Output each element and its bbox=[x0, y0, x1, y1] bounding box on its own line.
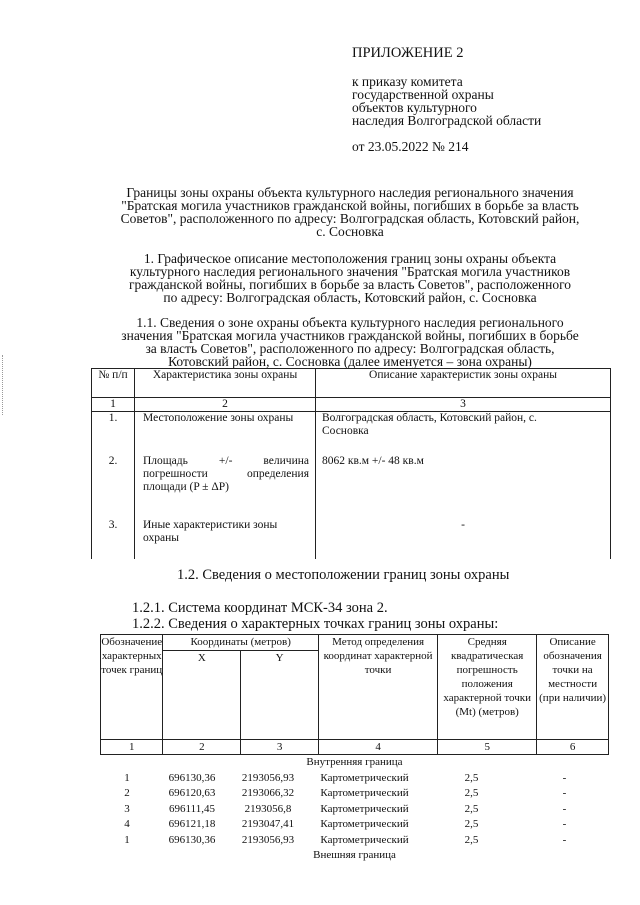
title-line-2: "Братская могила участников гражданской войны, погибших в борьбе за власть bbox=[121, 198, 579, 213]
point-method: Картометрический bbox=[320, 802, 409, 815]
points-num: 5 bbox=[438, 740, 537, 755]
table-row bbox=[100, 786, 609, 802]
section11-line-4: Котовский район, с. Сосновка (далее именуется – зона охраны) bbox=[168, 354, 532, 369]
points-header-coords: Координаты (метров) bbox=[163, 635, 319, 651]
zone-header-num: № п/п bbox=[92, 369, 135, 398]
point-y: 2193056,8 bbox=[244, 802, 292, 815]
table-row bbox=[100, 802, 609, 818]
points-body bbox=[100, 755, 609, 864]
zone-header-char: Характеристика зоны охраны bbox=[135, 369, 316, 398]
point-x: 696130,36 bbox=[168, 771, 216, 784]
point-y: 2193056,93 bbox=[241, 833, 295, 846]
section121-heading: 1.2.1. Система координат МСК-34 зона 2. bbox=[132, 600, 388, 616]
points-num: 2 bbox=[163, 740, 241, 755]
point-id: 1 bbox=[124, 771, 130, 784]
zone-row-2 bbox=[92, 455, 611, 519]
points-table bbox=[100, 634, 609, 755]
order-line-3: объектов культурного bbox=[352, 100, 477, 115]
point-method: Картометрический bbox=[320, 833, 409, 846]
zone-table bbox=[91, 368, 611, 559]
table-row bbox=[100, 771, 609, 787]
appendix-label: ПРИЛОЖЕНИЕ 2 bbox=[352, 45, 464, 61]
zone-table-header bbox=[92, 369, 611, 398]
section12-heading: 1.2. Сведения о местоположении границ зоны охраны bbox=[177, 567, 510, 583]
zone-num-1: 1 bbox=[92, 398, 135, 412]
point-desc: - bbox=[562, 833, 567, 846]
points-num: 4 bbox=[318, 740, 437, 755]
point-x: 696120,63 bbox=[168, 787, 216, 799]
point-y: 2193047,41 bbox=[241, 818, 295, 830]
zone-num-3: 3 bbox=[316, 398, 611, 412]
point-error: 2,5 bbox=[464, 802, 479, 815]
points-num: 3 bbox=[241, 740, 319, 755]
section11-line-3: за власть Советов", расположенного по адресу: Волгоградская область, bbox=[145, 341, 555, 356]
point-error: 2,5 bbox=[464, 787, 479, 799]
table-row bbox=[100, 833, 609, 849]
point-error: 2,5 bbox=[464, 818, 479, 830]
point-desc: - bbox=[562, 802, 567, 815]
zone-row-n: 1. bbox=[92, 412, 135, 455]
zone-row-char: Иные характеристики зоны охраны bbox=[135, 519, 316, 559]
zone-row-n: 3. bbox=[92, 519, 135, 559]
title-line-3: Советов", расположенного по адресу: Волгоградская область, Котовский район, bbox=[120, 211, 580, 226]
title-line-4: с. Сосновка bbox=[316, 224, 384, 239]
zone-row-desc: 8062 кв.м +/- 48 кв.м bbox=[316, 455, 611, 519]
table-row bbox=[100, 817, 609, 833]
point-desc: - bbox=[562, 818, 567, 830]
points-header-row1 bbox=[101, 635, 609, 651]
inner-boundary-label: Внутренняя граница bbox=[306, 756, 403, 768]
section1-line-1: 1. Графическое описание местоположения границ зоны охраны объекта bbox=[143, 251, 557, 266]
order-line-2: государственной охраны bbox=[352, 87, 494, 102]
points-header-error: Средняя квадратическая погрешность положения характерной точки (Mt) (метров) bbox=[438, 635, 537, 740]
section11-line-1: 1.1. Сведения о зоне охраны объекта культурного наследия регионального bbox=[136, 315, 564, 330]
zone-num-2: 2 bbox=[135, 398, 316, 412]
point-method: Картометрический bbox=[320, 818, 409, 830]
points-header-description: Описание обозначения точки на местности (при наличии) bbox=[537, 635, 609, 740]
points-num: 1 bbox=[101, 740, 163, 755]
zone-row-3 bbox=[92, 519, 611, 559]
zone-row-desc: - bbox=[316, 519, 611, 559]
zone-row-char: Местоположение зоны охраны bbox=[135, 412, 316, 455]
points-numbers-row bbox=[101, 740, 609, 755]
point-y: 2193056,93 bbox=[241, 771, 295, 784]
zone-row-n: 2. bbox=[92, 455, 135, 519]
point-desc: - bbox=[562, 771, 567, 784]
point-x: 696111,45 bbox=[169, 802, 215, 815]
zone-row-desc: Волгоградская область, Котовский район, с. Сосновка bbox=[316, 412, 611, 455]
outer-boundary-label: Внешняя граница bbox=[313, 849, 396, 861]
points-header-x: X bbox=[163, 651, 241, 740]
section1-line-2: культурного наследия регионального значения "Братская могила участников bbox=[129, 264, 571, 279]
section1-line-3: гражданской войны, погибших в борьбе за власть Советов", расположенного bbox=[128, 277, 572, 292]
point-id: 3 bbox=[124, 802, 130, 815]
points-header-method: Метод определения координат характерной точки bbox=[318, 635, 437, 740]
zone-table-numbers bbox=[92, 398, 611, 412]
point-desc: - bbox=[562, 787, 567, 799]
title-line-1: Границы зоны охраны объекта культурного наследия регионального значения bbox=[126, 185, 574, 200]
point-x: 696130,36 bbox=[168, 833, 216, 846]
point-error: 2,5 bbox=[464, 771, 479, 784]
point-id: 2 bbox=[124, 787, 130, 799]
point-method: Картометрический bbox=[320, 771, 409, 784]
section11-line-2: значения "Братская могила участников гражданской войны, погибших в борьбе bbox=[121, 328, 579, 343]
order-line-1: к приказу комитета bbox=[352, 74, 463, 89]
points-header-designation: Обозначение характерных точек границ bbox=[101, 635, 163, 740]
zone-row-char: Площадь +/- величина погрешности определения площади (P ± ΔP) bbox=[135, 455, 316, 519]
point-method: Картометрический bbox=[320, 787, 409, 799]
zone-row-1 bbox=[92, 412, 611, 455]
point-x: 696121,18 bbox=[168, 818, 216, 830]
point-y: 2193066,32 bbox=[241, 787, 295, 799]
zone-header-desc: Описание характеристик зоны охраны bbox=[316, 369, 611, 398]
point-error: 2,5 bbox=[464, 833, 479, 846]
order-line-4: наследия Волгоградской области bbox=[352, 113, 542, 128]
point-id: 1 bbox=[124, 833, 130, 846]
points-header-y: Y bbox=[241, 651, 319, 740]
section122-heading: 1.2.2. Сведения о характерных точках границ зоны охраны: bbox=[132, 616, 499, 632]
order-date: от 23.05.2022 № 214 bbox=[352, 139, 469, 154]
point-id: 4 bbox=[124, 818, 130, 830]
margin-stamp bbox=[2, 355, 7, 415]
section1-line-4: по адресу: Волгоградская область, Котовский район, с. Сосновка bbox=[163, 290, 537, 305]
points-num: 6 bbox=[537, 740, 609, 755]
